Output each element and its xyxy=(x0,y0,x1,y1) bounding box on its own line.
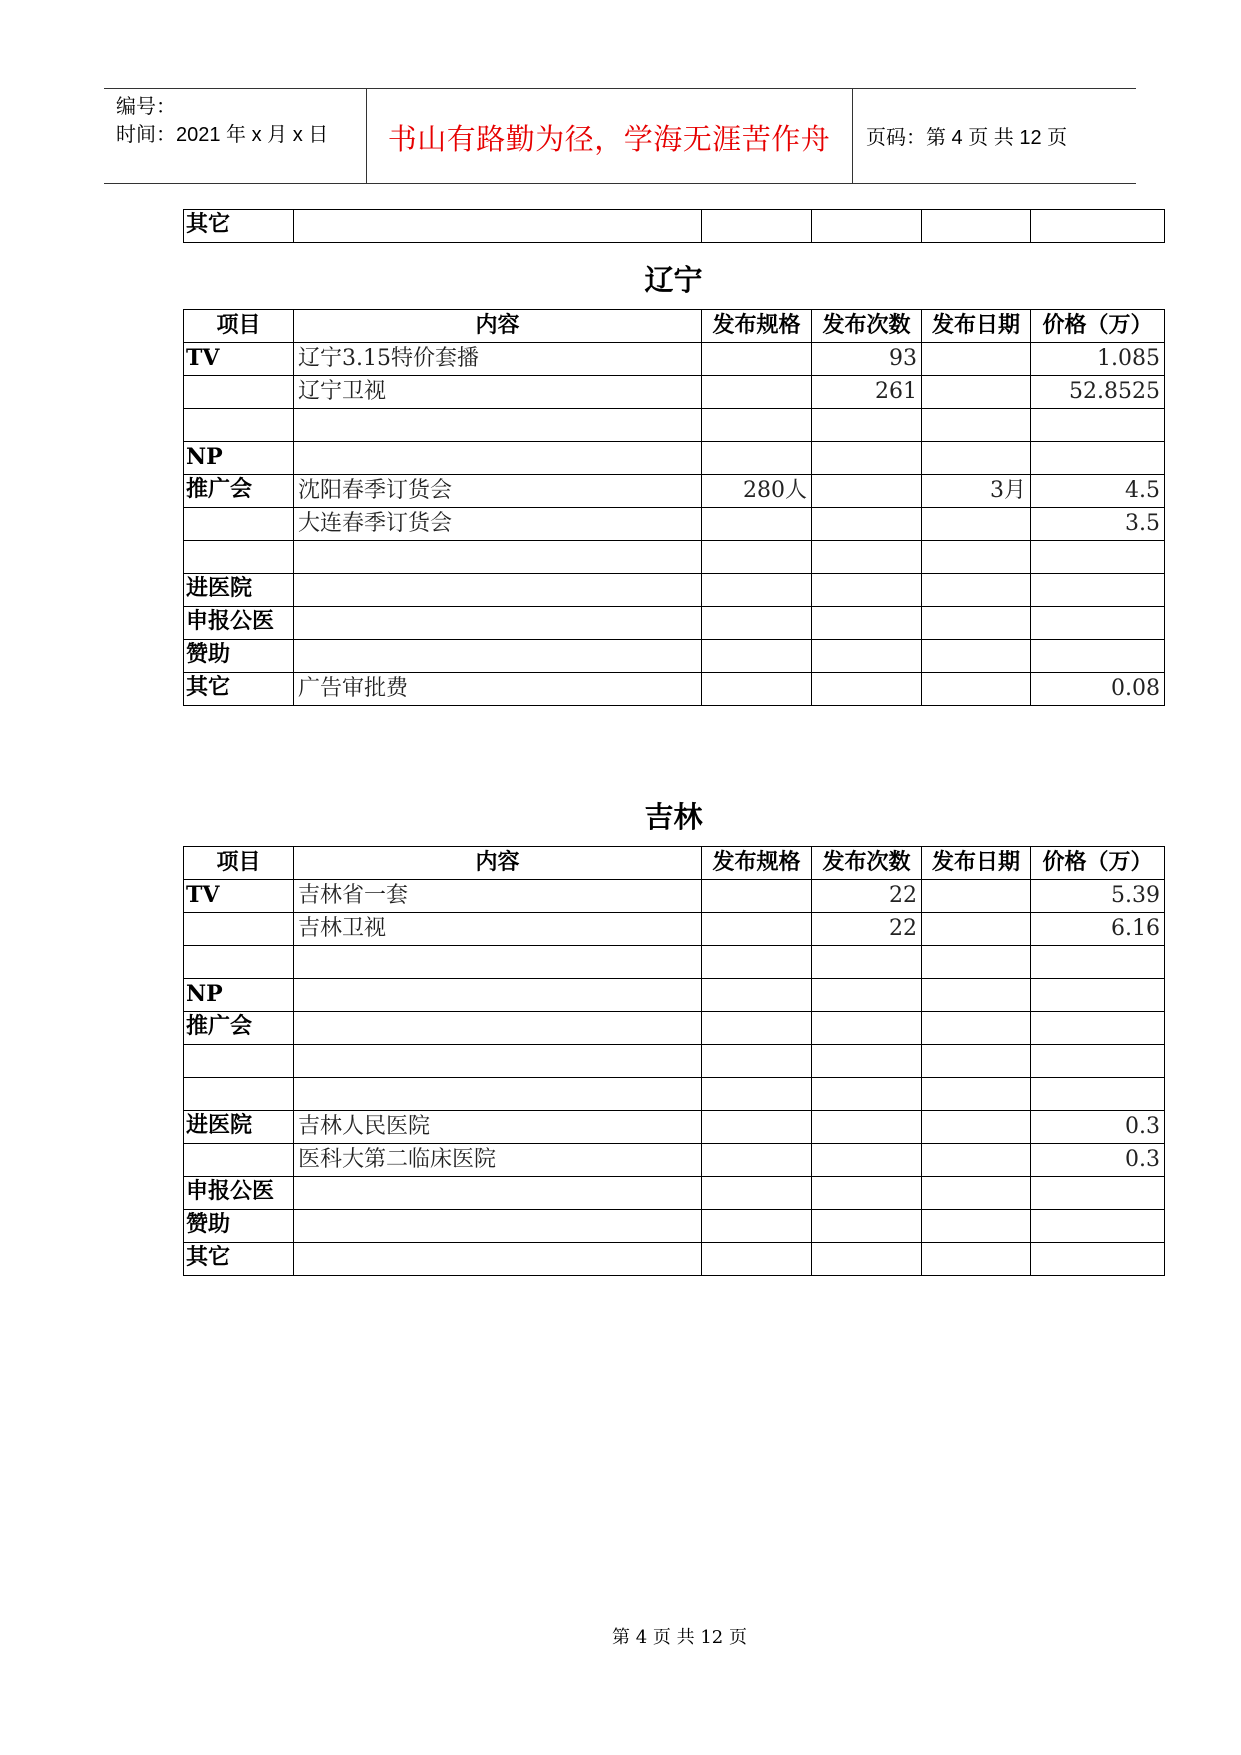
spec-cell xyxy=(702,343,812,376)
spec-cell xyxy=(702,946,812,979)
content-cell: 沈阳春季订货会 xyxy=(294,475,702,508)
table-row xyxy=(184,1144,1165,1177)
price-cell xyxy=(1031,1045,1165,1078)
row-item-label: NP xyxy=(184,979,294,1012)
spec-cell xyxy=(702,880,812,913)
table-row xyxy=(184,1012,1165,1045)
count-cell: 22 xyxy=(812,880,922,913)
count-cell xyxy=(812,1045,922,1078)
price-cell: 52.8525 xyxy=(1031,376,1165,409)
column-header: 项目 xyxy=(184,310,294,343)
price-cell: 0.3 xyxy=(1031,1111,1165,1144)
spec-cell xyxy=(702,1045,812,1078)
content-cell: 吉林卫视 xyxy=(294,913,702,946)
liaoning-table xyxy=(183,309,1165,706)
spec-cell xyxy=(702,1243,812,1276)
count-cell xyxy=(812,1177,922,1210)
date-cell: 3月 xyxy=(922,475,1031,508)
content-cell xyxy=(294,409,702,442)
spec-cell xyxy=(702,979,812,1012)
date-cell xyxy=(922,880,1031,913)
count-cell xyxy=(812,442,922,475)
section-title-liaoning: 辽宁 xyxy=(644,263,703,297)
row-item-label: TV xyxy=(184,343,294,376)
count-cell xyxy=(812,1078,922,1111)
table-row xyxy=(184,946,1165,979)
header-divider xyxy=(852,89,853,183)
row-item-label xyxy=(184,1045,294,1078)
content-cell xyxy=(294,1012,702,1045)
spec-cell xyxy=(702,607,812,640)
price-cell: 4.5 xyxy=(1031,475,1165,508)
content-cell: 大连春季订货会 xyxy=(294,508,702,541)
date-cell xyxy=(922,1243,1031,1276)
date-cell xyxy=(922,376,1031,409)
content-cell xyxy=(294,1243,702,1276)
content-cell xyxy=(294,1210,702,1243)
count-cell xyxy=(812,409,922,442)
spec-cell xyxy=(702,913,812,946)
price-cell xyxy=(1031,409,1165,442)
count-cell: 22 xyxy=(812,913,922,946)
price-cell xyxy=(1031,574,1165,607)
price-cell xyxy=(1031,1210,1165,1243)
price-cell: 3.5 xyxy=(1031,508,1165,541)
price-cell xyxy=(1031,640,1165,673)
row-item-label: 其它 xyxy=(184,1243,294,1276)
doc-number-label: 编号： xyxy=(116,96,176,118)
table-row xyxy=(184,442,1165,475)
content-cell: 广告审批费 xyxy=(294,673,702,706)
date-cell xyxy=(922,1078,1031,1111)
count-cell: 93 xyxy=(812,343,922,376)
price-cell xyxy=(1031,946,1165,979)
table-row xyxy=(184,1078,1165,1111)
content-cell xyxy=(294,442,702,475)
date-cell xyxy=(922,442,1031,475)
spec-cell xyxy=(702,673,812,706)
price-cell xyxy=(1031,442,1165,475)
count-cell xyxy=(812,475,922,508)
column-header: 发布规格 xyxy=(702,310,812,343)
row-item-label xyxy=(184,1144,294,1177)
page-footer: 第 4 页 共 12 页 xyxy=(612,1627,747,1648)
row-item-label xyxy=(184,913,294,946)
spec-cell xyxy=(702,409,812,442)
spec-cell xyxy=(702,574,812,607)
row-item-label: 进医院 xyxy=(184,574,294,607)
content-cell xyxy=(294,979,702,1012)
column-header: 发布日期 xyxy=(922,310,1031,343)
date-cell xyxy=(922,343,1031,376)
price-cell: 0.3 xyxy=(1031,1144,1165,1177)
column-header: 发布日期 xyxy=(922,847,1031,880)
count-cell xyxy=(812,574,922,607)
price-cell: 5.39 xyxy=(1031,880,1165,913)
count-cell xyxy=(812,673,922,706)
date-cell xyxy=(922,574,1031,607)
date-cell xyxy=(922,673,1031,706)
row-item-label: 其它 xyxy=(184,673,294,706)
content-cell: 吉林人民医院 xyxy=(294,1111,702,1144)
column-header: 发布规格 xyxy=(702,847,812,880)
table-row xyxy=(184,1243,1165,1276)
table-row xyxy=(184,607,1165,640)
spec-cell xyxy=(702,1210,812,1243)
column-header: 价格（万） xyxy=(1031,847,1165,880)
content-cell: 医科大第二临床医院 xyxy=(294,1144,702,1177)
row-item-label: 赞助 xyxy=(184,640,294,673)
table-row xyxy=(184,210,1165,243)
content-cell xyxy=(294,1078,702,1111)
page-header xyxy=(104,88,1136,184)
table-row xyxy=(184,640,1165,673)
price-cell: 0.08 xyxy=(1031,673,1165,706)
column-header: 内容 xyxy=(294,310,702,343)
table-row xyxy=(184,880,1165,913)
column-header: 价格（万） xyxy=(1031,310,1165,343)
row-item-label: TV xyxy=(184,880,294,913)
table-row xyxy=(184,475,1165,508)
table-row xyxy=(184,541,1165,574)
count-cell xyxy=(812,1012,922,1045)
count-cell xyxy=(812,508,922,541)
count-cell xyxy=(812,640,922,673)
table-header-row xyxy=(184,847,1165,880)
count-cell xyxy=(812,946,922,979)
date-cell xyxy=(922,1210,1031,1243)
table-row xyxy=(184,1045,1165,1078)
row-item-label xyxy=(184,376,294,409)
spec-cell: 280人 xyxy=(702,475,812,508)
header-meta xyxy=(116,93,328,149)
section-title-jilin: 吉林 xyxy=(644,800,703,834)
row-item-label: 推广会 xyxy=(184,1012,294,1045)
row-item-label xyxy=(184,946,294,979)
content-cell xyxy=(294,946,702,979)
spec-cell xyxy=(702,541,812,574)
content-cell xyxy=(294,541,702,574)
table-row xyxy=(184,673,1165,706)
table-row xyxy=(184,409,1165,442)
row-item-label: 其它 xyxy=(184,210,294,243)
doc-time-label: 时间：2021 年 x 月 x 日 xyxy=(116,124,329,146)
previous-table-tail xyxy=(183,209,1165,243)
price-cell xyxy=(1031,1243,1165,1276)
table-row xyxy=(184,1177,1165,1210)
content-cell: 辽宁卫视 xyxy=(294,376,702,409)
table-row xyxy=(184,913,1165,946)
header-motto: 书山有路勤为径，学海无涯苦作舟 xyxy=(387,122,831,156)
price-cell xyxy=(1031,1078,1165,1111)
row-item-label: 赞助 xyxy=(184,1210,294,1243)
date-cell xyxy=(922,1111,1031,1144)
count-cell xyxy=(812,1210,922,1243)
content-cell xyxy=(294,607,702,640)
content-cell: 辽宁3.15特价套播 xyxy=(294,343,702,376)
price-cell: 6.16 xyxy=(1031,913,1165,946)
date-cell xyxy=(922,946,1031,979)
table-cell xyxy=(922,210,1031,243)
row-item-label: 申报公医 xyxy=(184,1177,294,1210)
date-cell xyxy=(922,508,1031,541)
column-header: 发布次数 xyxy=(812,310,922,343)
spec-cell xyxy=(702,1177,812,1210)
row-item-label xyxy=(184,508,294,541)
table-row xyxy=(184,376,1165,409)
date-cell xyxy=(922,1045,1031,1078)
table-header-row xyxy=(184,310,1165,343)
row-item-label xyxy=(184,541,294,574)
date-cell xyxy=(922,1144,1031,1177)
row-item-label xyxy=(184,409,294,442)
table-cell xyxy=(294,210,702,243)
content-cell: 吉林省一套 xyxy=(294,880,702,913)
row-item-label xyxy=(184,1078,294,1111)
date-cell xyxy=(922,913,1031,946)
table-row xyxy=(184,1111,1165,1144)
price-cell xyxy=(1031,1012,1165,1045)
table-cell xyxy=(1031,210,1165,243)
date-cell xyxy=(922,640,1031,673)
spec-cell xyxy=(702,1012,812,1045)
table-cell xyxy=(702,210,812,243)
count-cell xyxy=(812,541,922,574)
table-row xyxy=(184,508,1165,541)
spec-cell xyxy=(702,442,812,475)
header-page-label: 页码：第 4 页 共 12 页 xyxy=(866,127,1068,149)
count-cell xyxy=(812,979,922,1012)
count-cell xyxy=(812,1111,922,1144)
spec-cell xyxy=(702,508,812,541)
count-cell: 261 xyxy=(812,376,922,409)
spec-cell xyxy=(702,1144,812,1177)
date-cell xyxy=(922,979,1031,1012)
row-item-label: NP xyxy=(184,442,294,475)
spec-cell xyxy=(702,1111,812,1144)
date-cell xyxy=(922,1177,1031,1210)
count-cell xyxy=(812,1144,922,1177)
count-cell xyxy=(812,1243,922,1276)
spec-cell xyxy=(702,376,812,409)
date-cell xyxy=(922,409,1031,442)
row-item-label: 进医院 xyxy=(184,1111,294,1144)
table-cell xyxy=(812,210,922,243)
date-cell xyxy=(922,1012,1031,1045)
table-row xyxy=(184,979,1165,1012)
date-cell xyxy=(922,541,1031,574)
count-cell xyxy=(812,607,922,640)
row-item-label: 推广会 xyxy=(184,475,294,508)
row-item-label: 申报公医 xyxy=(184,607,294,640)
price-cell xyxy=(1031,979,1165,1012)
table-row xyxy=(184,343,1165,376)
price-cell xyxy=(1031,1177,1165,1210)
price-cell xyxy=(1031,607,1165,640)
content-cell xyxy=(294,640,702,673)
spec-cell xyxy=(702,1078,812,1111)
price-cell: 1.085 xyxy=(1031,343,1165,376)
date-cell xyxy=(922,607,1031,640)
content-cell xyxy=(294,1045,702,1078)
price-cell xyxy=(1031,541,1165,574)
table-row xyxy=(184,1210,1165,1243)
spec-cell xyxy=(702,640,812,673)
content-cell xyxy=(294,1177,702,1210)
column-header: 项目 xyxy=(184,847,294,880)
column-header: 内容 xyxy=(294,847,702,880)
content-cell xyxy=(294,574,702,607)
jilin-table xyxy=(183,846,1165,1276)
column-header: 发布次数 xyxy=(812,847,922,880)
table-row xyxy=(184,574,1165,607)
